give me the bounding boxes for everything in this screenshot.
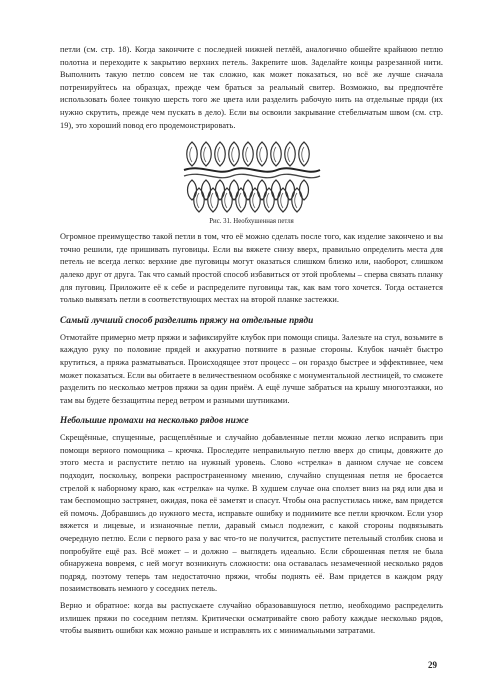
section-heading: Самый лучший способ разделить пряжу на отдельные пряди bbox=[60, 315, 314, 326]
knit-loop-illustration bbox=[182, 136, 322, 214]
paragraph: Огромное преимущество такой петли в том, что её можно сделать после того, как изделие закончено и вы точно решили, где пришивать пуговицы. Если вы вяжете снизу вверх, правильно определить места для петель не всегда легко: верхние две пуговицы могут оказаться слишком близко или, наоборот, слишком далеко друг от друга. Так что самый простой способ избавиться от этой проблемы – сперва связать планку для пуговиц. Приложите её к себе и распределите пуговицы так, как вам того хочется. Тогда останется только вывязать петли в соответствующих местах на второй планке застежки. bbox=[60, 232, 443, 305]
text-column bbox=[60, 44, 443, 642]
figure-caption: Рис. 31. Необхушенная петля bbox=[209, 218, 294, 226]
paragraph: Верно и обратное: когда вы распускаете случайно образовавшуюся петлю, необходимо распределить излишек пряжи по соседним петлям. Критически осматривайте свою работу каждые несколько рядов, чтобы выявить ошибки как можно раньше и исправлять их с минимальными затратами. bbox=[60, 601, 443, 636]
figure-buttonhole bbox=[60, 136, 443, 227]
paragraph: Отмотайте примерно метр пряжи и зафиксируйте клубок при помощи спицы. Залезьте на стул, возьмите в каждую руку по половине прядей и аккуратно потяните в разные стороны. Клубок начнёт быстро крутиться, а пряжа разматываться. Происходящее этот процесс – он гораздо быстрее и эффективнее, чем может показаться. Если вы обитаете в величественном особняке с монументальной лестницей, то сможете разделить по несколько метров пряжи за один приём. А ещё лучше забраться на крышу многоэтажки, но там вы будете беззащитны перед ветром и разными шутниками. bbox=[60, 332, 443, 405]
paragraph: Скрещённые, спущенные, расщеплённые и случайно добавленные петли можно легко исправить при помощи верного помощника – крючка. Проследите неправильную петлю вверх до спицы, довяжите до этого места и распустите петлю на нужный уровень. Слово «стрелка» в данном случае не совсем подходит, поскольку, вопреки распространенному мнению, случайно спущенная петля не бросается стрелой к наборному краю, как «стрелка» на чулке. В худшем случае она сползет вниз на ряд или два и там беспомощно застрянет, ожидая, пока её заметят и спасут. Чтобы она распустилась ниже, вам придется ей помочь. Добравшись до нужного места, исправьте ошибку и поднимите все петли крючком. Если узор вяжется и лицевые, и изнаночные петли, даравый смысл подлежит, с какой стороны подвязывать очередную петлю. Если с первого раза у вас что-то не получится, распустите петельный столбик снова и попробуйте ещё раз. Всё может – и должно – выглядеть идеально. Если сброшенная петля не была обнаружена вовремя, с ней могут возникнуть сложности: она оставалась незамеченной несколько рядов подряд, поэтому теперь там недостаточно пряжи, чтобы поднять её. Вам придется в каждом ряду позаимствовать немного у соседних петель. bbox=[60, 433, 443, 594]
page-number: 29 bbox=[428, 660, 437, 670]
section-heading: Небольшие промахи на несколько рядов ниже bbox=[60, 416, 249, 427]
paragraph: петли (см. стр. 18). Когда закончите с последней нижней петлёй, аналогично обшейте крайнюю петлю полотна и переходите к закрытию верхних петель. Закрепите шов. Заделайте концы разрезанной нити. Выполнить такую петлю совсем не так сложно, как может показаться, но всё же лучше сначала потренируйтесь на образцах, прежде чем браться за реальный свитер. Возможно, вы предпочтёте использовать более тонкую шерсть того же цвета или разделить рабочую нить на отдельные пряди (их нужно скрутить, прежде чем пускать в дело). Если вы освоили закрывание стебельчатым швом (см. стр. 19), это хороший повод его продемонстрировать. bbox=[60, 45, 443, 130]
